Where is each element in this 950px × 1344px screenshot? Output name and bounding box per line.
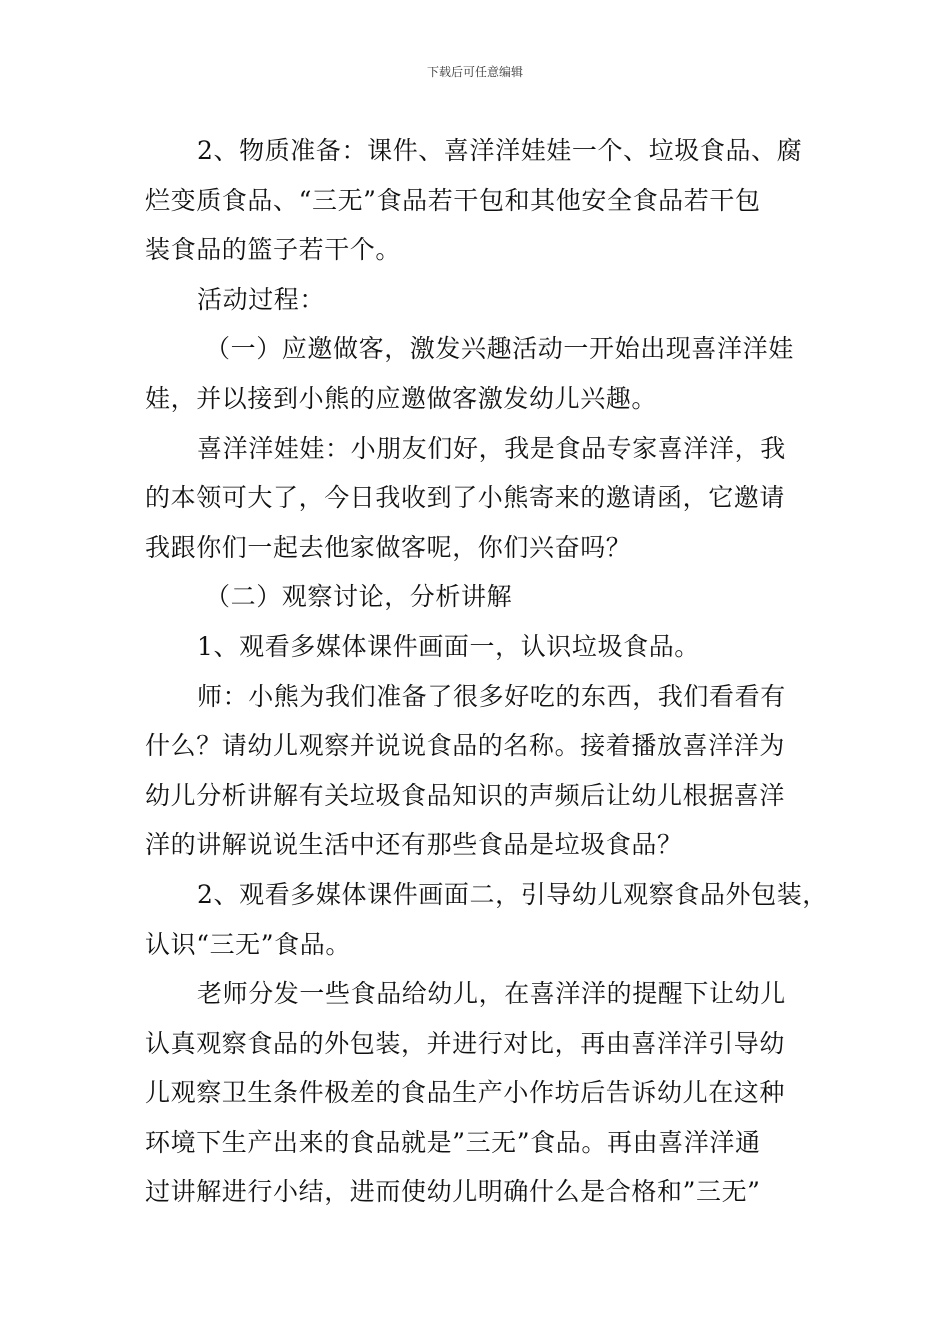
paragraph-line: 1、观看多媒体课件画面一，认识垃圾食品。: [197, 631, 700, 661]
paragraph-line: 老师分发一些食品给幼儿，在喜洋洋的提醒下让幼儿: [197, 979, 786, 1009]
paragraph-line: 我跟你们一起去他家做客呢，你们兴奋吗？: [145, 532, 632, 562]
paragraph-line: 烂变质食品、“三无”食品若干包和其他安全食品若干包: [145, 185, 761, 215]
document-body: [145, 126, 828, 1217]
paragraph-line: 环境下生产出来的食品就是”三无”食品。再由喜洋洋通: [145, 1127, 761, 1157]
paragraph-line: 儿观察卫生条件极差的食品生产小作坊后告诉幼儿在这种: [145, 1078, 786, 1108]
paragraph-line: 认识“三无”食品。: [145, 929, 351, 959]
paragraph-line: 什么？请幼儿观察并说说食品的名称。接着播放喜洋洋为: [145, 731, 786, 761]
paragraph-line: 的本领可大了，今日我收到了小熊寄来的邀请函，它邀请: [145, 483, 786, 513]
paragraph-line: 娃，并以接到小熊的应邀做客激发幼儿兴趣。: [145, 383, 658, 413]
paragraph-line: 认真观察食品的外包装，并进行对比，再由喜洋洋引导幼: [145, 1028, 786, 1058]
paragraph-line: 师：小熊为我们准备了很多好吃的东西，我们看看有: [197, 681, 786, 711]
paragraph-line: 2、物质准备：课件、喜洋洋娃娃一个、垃圾食品、腐: [197, 136, 803, 165]
paragraph-line: 喜洋洋娃娃：小朋友们好，我是食品专家喜洋洋，我: [197, 433, 786, 463]
paragraph-line: 过讲解进行小结，进而使幼儿明确什么是合格和”三无”: [145, 1177, 761, 1207]
paragraph-line: 装食品的篮子若干个。: [145, 235, 402, 265]
paragraph-line: 2、观看多媒体课件画面二，引导幼儿观察食品外包装，: [197, 879, 828, 909]
paragraph-line: 活动过程：: [197, 284, 326, 314]
page-header: 下载后可任意编辑: [426, 65, 523, 79]
paragraph-line: 洋的讲解说说生活中还有那些食品是垃圾食品？: [145, 830, 683, 860]
paragraph-line: （一）应邀做客，激发兴趣活动一开始出现喜洋洋娃: [205, 334, 794, 364]
paragraph-line: （二）观察讨论，分析讲解: [205, 582, 513, 612]
paragraph-line: 幼儿分析讲解有关垃圾食品知识的声频后让幼儿根据喜洋: [145, 780, 786, 810]
